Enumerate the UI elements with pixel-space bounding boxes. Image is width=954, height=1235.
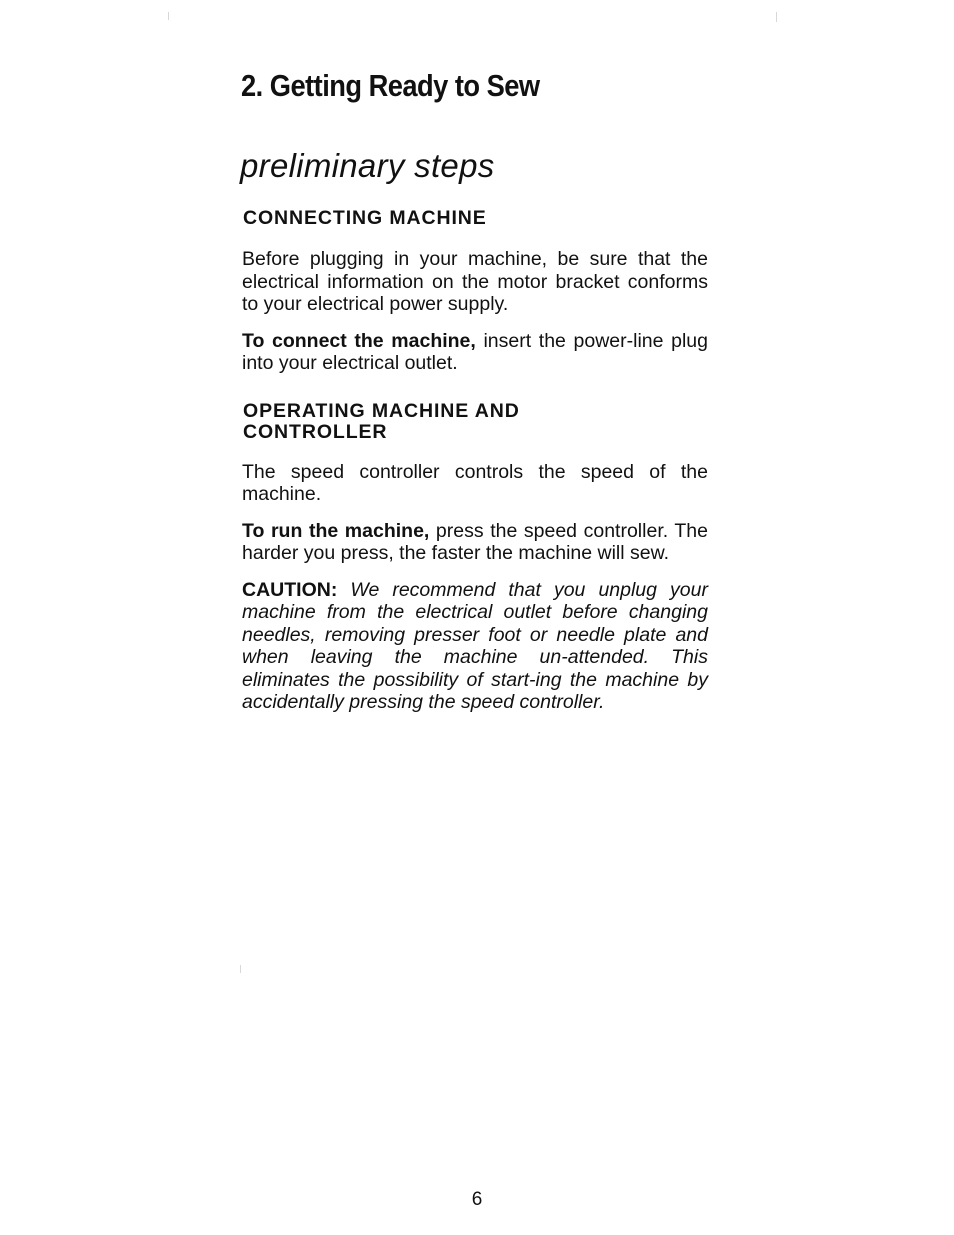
connecting-machine-heading: CONNECTING MACHINE bbox=[243, 207, 487, 229]
caution-label: CAUTION: bbox=[242, 578, 338, 601]
run-instruction-lead: To run the machine, bbox=[242, 519, 430, 542]
connecting-intro-paragraph bbox=[240, 248, 708, 316]
connect-instruction-text: insert the power-line plug into your electrical outlet. bbox=[242, 329, 708, 374]
scan-artifact bbox=[168, 12, 169, 20]
run-instruction-paragraph bbox=[240, 520, 708, 565]
caution-paragraph bbox=[240, 579, 708, 714]
run-instruction-text: press the speed controller. The harder you press, the faster the machine will sew. bbox=[242, 519, 708, 564]
scan-artifact bbox=[776, 12, 777, 22]
connect-instruction-lead: To connect the machine, bbox=[242, 329, 476, 352]
connecting-intro-text: Before plugging in your machine, be sure that the electrical information on the motor bracket conforms to your electrical power supply. bbox=[242, 248, 708, 315]
caution-text: We recommend that you unplug your machine from the electrical outlet before changing needles, removing presser foot or needle plate and when leaving the machine un-attended. This eliminates the possibility of start-ing the machine by accidentally pressing the speed controller. bbox=[242, 578, 708, 713]
operating-machine-heading: OPERATING MACHINE AND CONTROLLER bbox=[243, 399, 520, 443]
chapter-title: 2. Getting Ready to Sew bbox=[241, 68, 540, 103]
speed-controller-paragraph bbox=[240, 461, 708, 506]
section-title: preliminary steps bbox=[240, 147, 495, 184]
scan-artifact bbox=[240, 965, 241, 973]
page-content bbox=[240, 70, 708, 714]
connect-instruction-paragraph bbox=[240, 330, 708, 375]
speed-controller-text: The speed controller controls the speed of the machine. bbox=[242, 460, 708, 505]
page-number: 6 bbox=[471, 1189, 483, 1210]
